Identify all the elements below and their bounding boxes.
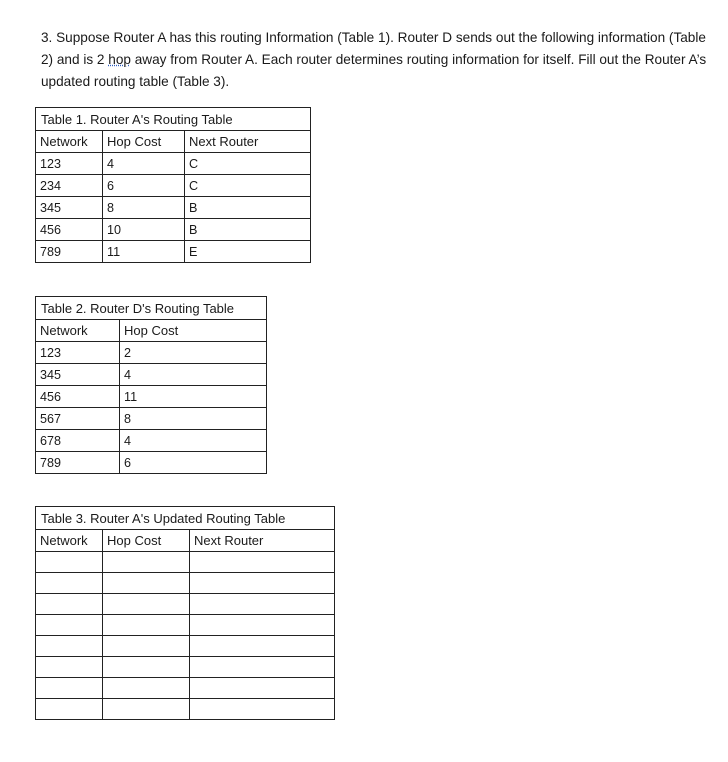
- table-cell: 6: [103, 175, 185, 197]
- table-row: [36, 241, 311, 263]
- empty-cell[interactable]: [103, 657, 190, 678]
- table-cell: 11: [120, 386, 267, 408]
- table-1-router-a: [35, 107, 311, 263]
- question-part-1: 3. Suppose Router A has this routing Information (Table 1). Router D sends out the following information (Table 2) and is 2: [41, 30, 706, 67]
- table-cell: 123: [36, 153, 103, 175]
- empty-cell[interactable]: [190, 678, 335, 699]
- table-cell: 2: [120, 342, 267, 364]
- table-cell: 345: [36, 197, 103, 219]
- empty-cell[interactable]: [36, 552, 103, 573]
- empty-cell[interactable]: [190, 657, 335, 678]
- table-cell: 4: [103, 153, 185, 175]
- table-row: [36, 573, 335, 594]
- table-2-header-hop-cost: Hop Cost: [120, 320, 267, 342]
- empty-cell[interactable]: [103, 636, 190, 657]
- table-cell: 678: [36, 430, 120, 452]
- table-cell: B: [185, 197, 311, 219]
- table-row: [36, 408, 267, 430]
- table-cell: 234: [36, 175, 103, 197]
- table-cell: 8: [103, 197, 185, 219]
- empty-cell[interactable]: [190, 552, 335, 573]
- table-cell: 4: [120, 364, 267, 386]
- table-2-header-network: Network: [36, 320, 120, 342]
- table-cell: 6: [120, 452, 267, 474]
- table-3-header-hop-cost: Hop Cost: [103, 530, 190, 552]
- empty-cell[interactable]: [103, 678, 190, 699]
- question-highlight-word: hop: [108, 52, 131, 67]
- table-row: [36, 175, 311, 197]
- table-2-router-d: [35, 296, 267, 474]
- empty-cell[interactable]: [190, 636, 335, 657]
- table-cell: B: [185, 219, 311, 241]
- table-row: [36, 219, 311, 241]
- table-cell: E: [185, 241, 311, 263]
- table-row: [36, 699, 335, 720]
- empty-cell[interactable]: [36, 636, 103, 657]
- table-cell: 123: [36, 342, 120, 364]
- empty-cell[interactable]: [36, 678, 103, 699]
- table-cell: 789: [36, 452, 120, 474]
- table-3-header-network: Network: [36, 530, 103, 552]
- table-row: [36, 364, 267, 386]
- table-2-caption: Table 2. Router D's Routing Table: [36, 297, 267, 320]
- table-3-caption: Table 3. Router A's Updated Routing Table: [36, 507, 335, 530]
- table-1-header-network: Network: [36, 131, 103, 153]
- table-cell: 567: [36, 408, 120, 430]
- empty-cell[interactable]: [103, 699, 190, 720]
- table-row: [36, 430, 267, 452]
- table-cell: 456: [36, 219, 103, 241]
- empty-cell[interactable]: [103, 552, 190, 573]
- empty-cell[interactable]: [190, 594, 335, 615]
- table-cell: 789: [36, 241, 103, 263]
- empty-cell[interactable]: [36, 594, 103, 615]
- table-cell: 8: [120, 408, 267, 430]
- question-part-2: away from Router A. Each router determines routing information for itself. Fill out the Router A’s updated routing table (Table 3).: [41, 52, 707, 89]
- table-row: [36, 636, 335, 657]
- empty-cell[interactable]: [36, 615, 103, 636]
- empty-cell[interactable]: [36, 573, 103, 594]
- table-row: [36, 552, 335, 573]
- table-cell: 11: [103, 241, 185, 263]
- empty-cell[interactable]: [103, 573, 190, 594]
- table-1-header-hop-cost: Hop Cost: [103, 131, 185, 153]
- question-text: [41, 27, 711, 93]
- table-cell: C: [185, 175, 311, 197]
- table-cell: 10: [103, 219, 185, 241]
- table-cell: C: [185, 153, 311, 175]
- table-row: [36, 386, 267, 408]
- table-3-updated-router-a: [35, 506, 335, 720]
- empty-cell[interactable]: [103, 615, 190, 636]
- empty-cell[interactable]: [190, 615, 335, 636]
- empty-cell[interactable]: [36, 657, 103, 678]
- table-cell: 345: [36, 364, 120, 386]
- empty-cell[interactable]: [190, 699, 335, 720]
- table-row: [36, 342, 267, 364]
- table-row: [36, 657, 335, 678]
- table-1-header-next-router: Next Router: [185, 131, 311, 153]
- table-row: [36, 615, 335, 636]
- table-row: [36, 197, 311, 219]
- table-1-caption: Table 1. Router A's Routing Table: [36, 108, 311, 131]
- empty-cell[interactable]: [36, 699, 103, 720]
- table-cell: 456: [36, 386, 120, 408]
- table-3-header-next-router: Next Router: [190, 530, 335, 552]
- table-row: [36, 594, 335, 615]
- empty-cell[interactable]: [103, 594, 190, 615]
- table-row: [36, 678, 335, 699]
- empty-cell[interactable]: [190, 573, 335, 594]
- table-row: [36, 153, 311, 175]
- table-row: [36, 452, 267, 474]
- table-cell: 4: [120, 430, 267, 452]
